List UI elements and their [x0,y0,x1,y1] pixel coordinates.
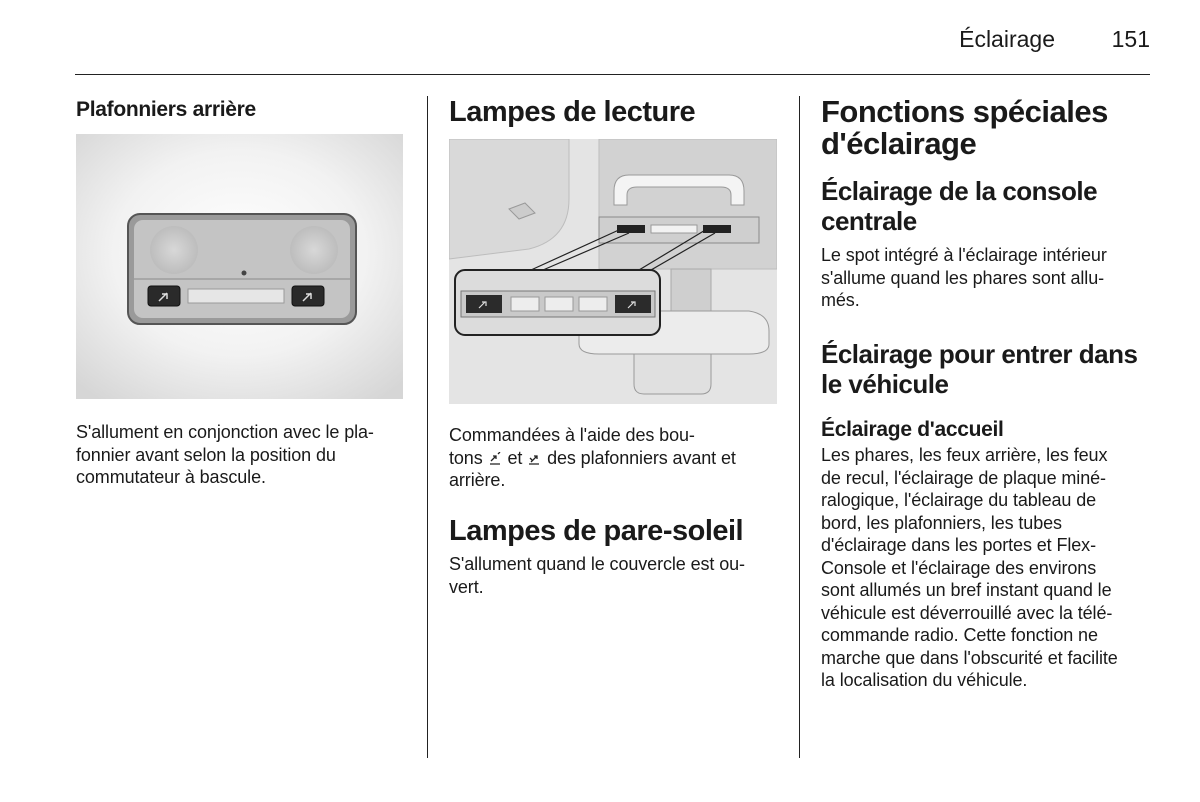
sun-visor-lamps-heading: Lampes de pare-soleil [449,515,744,547]
column-divider-2 [799,96,800,758]
console-lighting-description: Le spot intégré à l'éclairage intérieur s'allume quand les phares sont allu- més. [821,245,1107,310]
rear-lamps-heading: Plafonniers arrière [76,98,256,121]
header-divider [75,74,1150,75]
reading-lamp-front-icon [488,452,503,466]
reading-lamps-heading: Lampes de lecture [449,96,696,128]
welcome-lighting-description: Les phares, les feux arrière, les feux de recul, l'éclairage de plaque miné- ralogique, l'éclairage du tableau de bord, les plafonniers, les tubes d'éclairage dans les portes et Flex- Console et l'éclairage des environs sont allumés un bref instant quand le véhicule est déverrouillé avec la télé- commande radio. Cette fonction ne marche que dans l'obscurité et facilite la localisation du véhicule. [821,445,1118,690]
reading-lamps-illustration [449,139,777,404]
column-divider-1 [427,96,428,758]
rear-dome-lamp-illustration [76,134,403,399]
sun-visor-lamps-description: S'allument quand le couvercle est ou- vert. [449,554,745,597]
special-lighting-title: Fonctions spéciales d'éclairage [821,94,1108,161]
entry-lighting-heading: Éclairage pour entrer dans le véhicule [821,339,1138,399]
page-header-title: Éclairage [959,26,1055,52]
reading-lamp-rear-icon [527,452,542,466]
console-lighting-heading: Éclairage de la console centrale [821,176,1098,236]
rear-lamps-description: S'allument en conjonction avec le pla- fonnier avant selon la position du commutateur à bascule. [76,422,374,487]
page-number: 151 [1111,26,1150,52]
welcome-lighting-heading: Éclairage d'accueil [821,418,1004,441]
reading-lamps-description: Commandées à l'aide des bou- tons et des plafonniers avant et arrière. [449,425,736,490]
